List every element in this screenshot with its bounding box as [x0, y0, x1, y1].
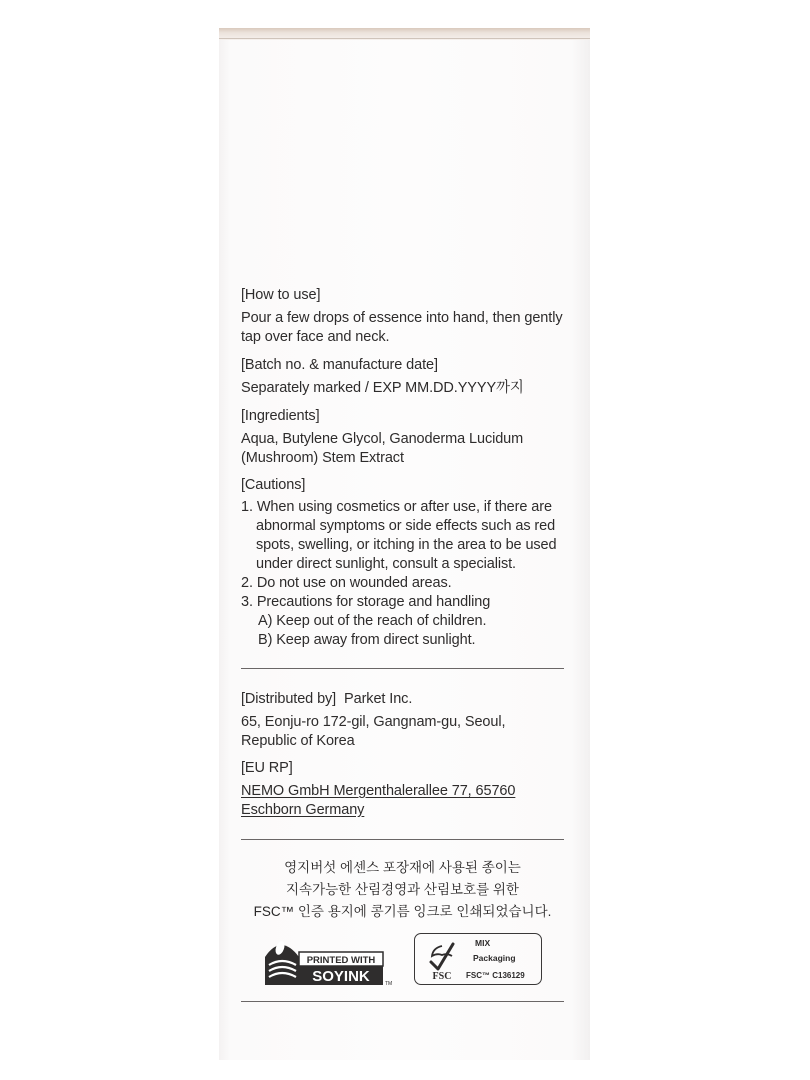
batch-text: Separately marked / EXP MM.DD.YYYY까지: [241, 380, 524, 396]
eu-rp-heading: [EU RP]: [241, 760, 293, 776]
caution-1-line-1: 1. When using cosmetics or after use, if there are: [241, 499, 552, 515]
distributor-heading: [Distributed by]: [241, 691, 337, 707]
package-top-crease: [219, 38, 590, 39]
distributor-address-1: 65, Eonju-ro 172-gil, Gangnam-gu, Seoul,: [241, 714, 506, 730]
caution-1-line-4: under direct sunlight, consult a specialist.: [256, 556, 516, 572]
soyink-tm: TM: [385, 981, 393, 987]
distributor-address-2: Republic of Korea: [241, 733, 355, 749]
caution-3-sub-b: B) Keep away from direct sunlight.: [258, 632, 476, 648]
caution-3-sub-a: A) Keep out of the reach of children.: [258, 613, 487, 629]
eu-rp-address-2: Eschborn Germany: [241, 802, 365, 818]
korean-notice-line-1: 영지버섯 에센스 포장재에 사용된 종이는: [284, 860, 521, 875]
eu-rp-line-1: [241, 782, 581, 801]
korean-notice-line-2: 지속가능한 산림경영과 산림보호를 위한: [286, 882, 519, 897]
divider-3: [241, 1001, 564, 1002]
soyink-logo: [263, 935, 398, 987]
caution-1-line-3: spots, swelling, or itching in the area to be used: [256, 537, 557, 553]
cautions-heading: [Cautions]: [241, 477, 306, 493]
divider-2: [241, 839, 564, 840]
distributor-line: [241, 690, 581, 709]
batch-heading: [Batch no. & manufacture date]: [241, 357, 438, 373]
divider-1: [241, 668, 564, 669]
fsc-mix: MIX: [475, 938, 491, 948]
fsc-packaging: Packaging: [473, 953, 516, 963]
fsc-label: [414, 933, 542, 985]
eu-rp-line-2: [241, 801, 581, 820]
fsc-logo-text: FSC: [432, 971, 452, 982]
soyink-top-text: PRINTED WITH: [306, 955, 376, 966]
ingredients-heading: [Ingredients]: [241, 408, 320, 424]
ingredients-line-2: (Mushroom) Stem Extract: [241, 450, 404, 466]
caution-2: 2. Do not use on wounded areas.: [241, 575, 452, 591]
korean-notice-line-3: FSC™ 인증 용지에 콩기름 잉크로 인쇄되었습니다.: [253, 904, 552, 919]
soyink-main-text: SOYINK: [312, 968, 370, 985]
how-to-use-line-2: tap over face and neck.: [241, 329, 390, 345]
fsc-tree-checkmark-icon: [423, 938, 461, 982]
how-to-use-heading: [How to use]: [241, 287, 321, 303]
ingredients-line-1: Aqua, Butylene Glycol, Ganoderma Lucidum: [241, 431, 524, 447]
distributor-name: Parket Inc.: [344, 691, 413, 707]
caution-1-line-2: abnormal symptoms or side effects such as red: [256, 518, 556, 534]
soybean-icon: [265, 940, 299, 985]
how-to-use-line-1: Pour a few drops of essence into hand, then gently: [241, 310, 563, 326]
caution-3: 3. Precautions for storage and handling: [241, 594, 491, 610]
eu-rp-address-1: NEMO GmbH Mergenthalerallee 77, 65760: [241, 783, 516, 799]
fsc-code: FSC™ C136129: [466, 971, 525, 980]
